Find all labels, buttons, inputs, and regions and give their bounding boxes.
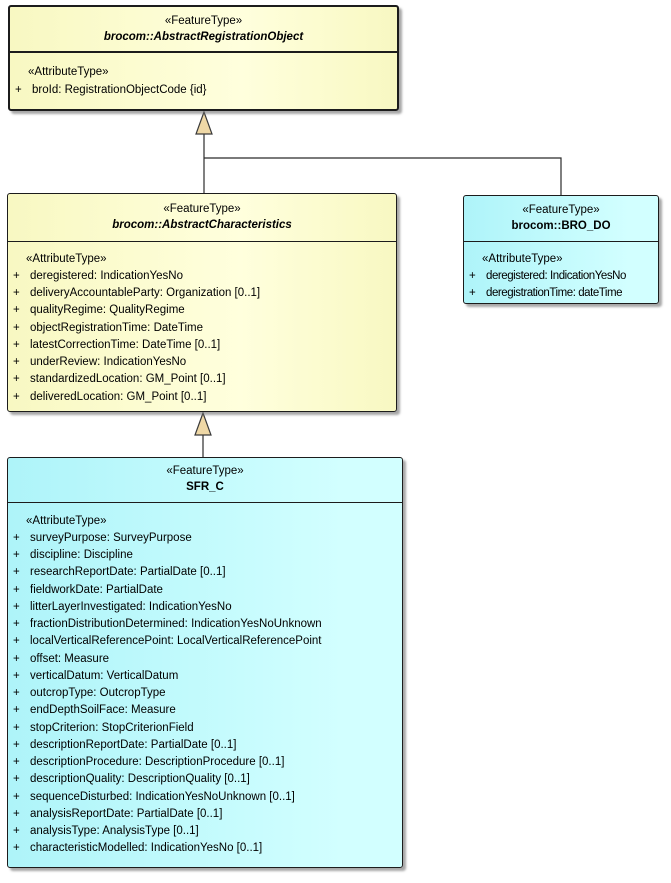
attribute-type-header: «AttributeType» [26, 514, 107, 527]
attribute-row [8, 354, 396, 371]
attribute-row [8, 823, 402, 840]
class-name: brocom::AbstractRegistrationObject [103, 30, 304, 43]
visibility-plus: + [13, 321, 20, 334]
visibility-plus: + [13, 618, 20, 630]
generalization-sfrc-to-characteristics[interactable] [195, 413, 211, 457]
class-title-compartment [8, 458, 402, 503]
attribute-text: fractionDistributionDetermined: IndicationYesNoUnknown [30, 618, 322, 630]
attribute-row [8, 754, 402, 771]
class-title-compartment [10, 7, 397, 53]
attribute-row [8, 530, 402, 547]
class-stereotype: «FeatureType» [166, 465, 244, 478]
visibility-plus: + [13, 338, 20, 351]
class-sfr-c[interactable] [7, 457, 403, 868]
class-title-compartment [464, 196, 658, 242]
generalization-arrowhead-icon [195, 413, 211, 435]
attribute-text: analysisReportDate: PartialDate [0..1] [30, 807, 223, 820]
visibility-plus: + [13, 390, 20, 403]
class-stereotype: «FeatureType» [163, 202, 241, 215]
class-stereotype: «FeatureType» [522, 203, 600, 216]
attribute-row [8, 547, 402, 564]
attribute-text: fieldworkDate: PartialDate [30, 583, 163, 596]
attribute-row [8, 771, 402, 788]
visibility-plus: + [13, 687, 20, 699]
attribute-text: surveyPurpose: SurveyPurpose [30, 531, 192, 544]
visibility-plus: + [13, 842, 20, 855]
visibility-plus: + [13, 790, 20, 803]
visibility-plus: + [469, 287, 476, 299]
attribute-row [8, 702, 402, 719]
visibility-plus: + [13, 304, 20, 317]
attribute-text: deregistered: IndicationYesNo [30, 269, 184, 282]
attribute-row [8, 789, 402, 806]
visibility-plus: + [13, 773, 20, 786]
visibility-plus: + [13, 652, 20, 665]
visibility-plus: + [13, 756, 20, 768]
attribute-text: deliveredLocation: GM_Point [0..1] [30, 390, 207, 403]
attribute-text: deliveryAccountableParty: Organization [0..1] [30, 287, 261, 299]
attribute-text: outcropType: OutcropType [30, 687, 166, 699]
visibility-plus: + [13, 807, 20, 820]
visibility-plus: + [13, 356, 20, 368]
visibility-plus: + [13, 600, 20, 613]
visibility-plus: + [13, 373, 20, 386]
attribute-text: sequenceDisturbed: IndicationYesNoUnknown [0..1] [30, 790, 295, 803]
attribute-row [8, 633, 402, 650]
attribute-text: standardizedLocation: GM_Point [0..1] [30, 373, 226, 386]
attribute-row [8, 302, 396, 319]
class-name: SFR_C [186, 481, 224, 494]
attribute-row [10, 82, 397, 100]
class-abstract-characteristics[interactable] [7, 193, 397, 412]
visibility-plus: + [13, 531, 20, 544]
visibility-plus: + [13, 825, 20, 837]
attribute-text: litterLayerInvestigated: IndicationYesNo [30, 600, 232, 613]
attribute-text: qualityRegime: QualityRegime [30, 304, 185, 317]
visibility-plus: + [13, 287, 20, 299]
generalization-brodo-to-registrationobject[interactable] [204, 158, 561, 195]
attribute-type-header: «AttributeType» [28, 66, 109, 78]
attribute-text: descriptionQuality: DescriptionQuality [0..1] [30, 773, 250, 786]
attribute-text: objectRegistrationTime: DateTime [30, 321, 203, 334]
attribute-row [8, 389, 396, 406]
class-name: brocom::BRO_DO [511, 219, 611, 232]
attribute-row [8, 564, 402, 581]
attribute-text: deregistrationTime: dateTime [486, 287, 623, 299]
attribute-text: localVerticalReferencePoint: LocalVerticalReferencePoint [30, 635, 322, 648]
visibility-plus: + [15, 83, 22, 96]
attribute-row [8, 337, 396, 354]
attribute-text: broId: RegistrationObjectCode {id} [32, 83, 207, 96]
attribute-row [8, 737, 402, 754]
visibility-plus: + [13, 635, 20, 648]
attribute-text: researchReportDate: PartialDate [0..1] [30, 566, 226, 579]
visibility-plus: + [13, 704, 20, 717]
class-abstract-registration-object[interactable] [8, 5, 399, 111]
generalization-characteristics-to-registrationobject[interactable] [196, 112, 212, 193]
attribute-row [8, 320, 396, 337]
attribute-text: stopCriterion: StopCriterionField [30, 721, 194, 734]
visibility-plus: + [13, 738, 20, 751]
class-attributes-compartment [8, 503, 402, 858]
class-attributes-compartment [464, 242, 658, 303]
attribute-text: analysisType: AnalysisType [0..1] [30, 825, 199, 837]
attribute-row [8, 806, 402, 823]
visibility-plus: + [13, 269, 20, 282]
attribute-text: descriptionReportDate: PartialDate [0..1] [30, 738, 237, 751]
attribute-row [464, 268, 658, 285]
attribute-row [8, 268, 396, 285]
attribute-row [8, 616, 402, 633]
visibility-plus: + [13, 549, 20, 561]
attribute-row [8, 371, 396, 388]
attribute-row [464, 285, 658, 302]
class-stereotype: «FeatureType» [164, 14, 243, 27]
attribute-type-header: «AttributeType» [482, 252, 563, 265]
attribute-row [8, 285, 396, 302]
attribute-text: offset: Measure [30, 652, 110, 665]
attribute-text: verticalDatum: VerticalDatum [30, 669, 179, 682]
visibility-plus: + [469, 269, 476, 282]
attribute-text: underReview: IndicationYesNo [30, 356, 187, 368]
visibility-plus: + [13, 669, 20, 682]
attribute-text: descriptionProcedure: DescriptionProcedure [0..1] [30, 756, 285, 768]
generalization-arrowhead-icon [196, 112, 212, 134]
attribute-row [8, 651, 402, 668]
attribute-row [8, 840, 402, 857]
attribute-type-header: «AttributeType» [26, 252, 107, 265]
visibility-plus: + [13, 566, 20, 579]
attribute-text: endDepthSoilFace: Measure [30, 704, 176, 717]
attribute-row [8, 599, 402, 616]
class-title-compartment [8, 194, 396, 242]
class-attributes-compartment [8, 242, 396, 406]
class-name: brocom::AbstractCharacteristics [112, 218, 292, 231]
class-bro-do[interactable] [463, 195, 659, 304]
visibility-plus: + [13, 721, 20, 734]
attribute-row [8, 720, 402, 737]
attribute-text: deregistered: IndicationYesNo [486, 269, 626, 282]
attribute-row [8, 685, 402, 702]
attribute-row [8, 582, 402, 599]
visibility-plus: + [13, 583, 20, 596]
attribute-text: latestCorrectionTime: DateTime [0..1] [30, 338, 221, 351]
attribute-text: characteristicModelled: IndicationYesNo [0..1] [30, 842, 263, 855]
class-attributes-compartment [10, 53, 397, 99]
attribute-text: discipline: Discipline [30, 549, 133, 561]
attribute-row [8, 668, 402, 685]
